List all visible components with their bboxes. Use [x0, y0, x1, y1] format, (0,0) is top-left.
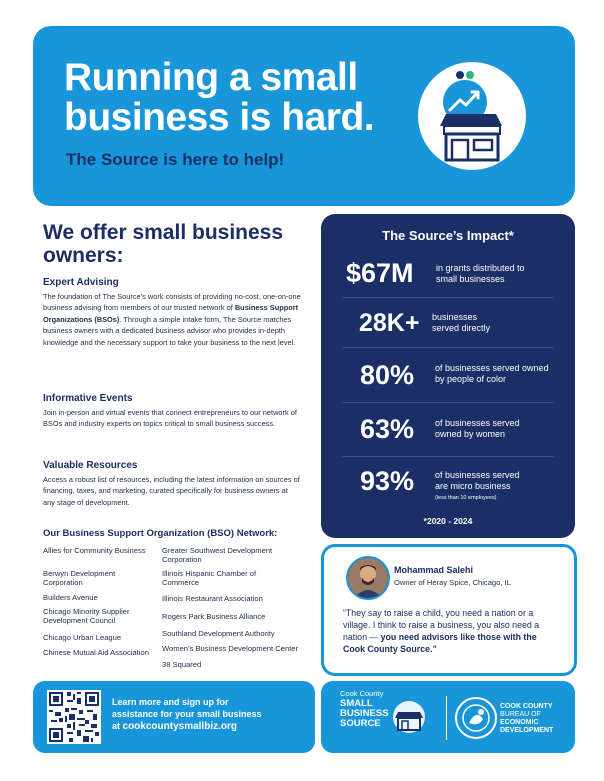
stat-value: 80% [360, 360, 415, 390]
hero-subtitle: The Source is here to help! [66, 150, 285, 169]
stat-value: $67M [346, 258, 414, 288]
section-heading-expert-advising: Expert Advising [43, 277, 119, 288]
stat-divider [343, 402, 553, 403]
bureau-line: BUREAU OF [500, 711, 541, 718]
footer-cta-text [112, 696, 312, 733]
stat-desc: of businesses served are micro business [435, 470, 520, 491]
quote-part: “They say to raise a child, you need a nation or a village. I think to raise a business, you also need a nation — [343, 608, 540, 642]
bureau-logo-text [500, 703, 570, 735]
cta-prefix: at [112, 721, 123, 731]
logo-source: SOURCE [340, 718, 381, 729]
stat-desc: of businesses served owned by people of color [435, 363, 549, 384]
section-heading-informative-events: Informative Events [43, 393, 133, 404]
logo-county: Cook County [340, 689, 384, 698]
quote-bold-part: you need advisors like those with the Cook County Source.” [343, 632, 537, 654]
cta-line: Learn more and sign up for [112, 697, 229, 707]
section-heading-valuable-resources: Valuable Resources [43, 460, 138, 471]
impact-footnote: *2020 - 2024 [423, 516, 473, 526]
bso-item: Rogers Park Business Alliance [162, 612, 266, 621]
stat-value: 28K+ [359, 309, 420, 337]
bureau-line: COOK COUNTY [500, 703, 553, 710]
logo-small: SMALL [340, 698, 373, 709]
hero-title: Running a small business is hard. [64, 56, 375, 139]
section-text-valuable-resources: Access a robust list of resources, including the latest information on sources of financing, taxes, and marketing, curated specifically for business owners at any stage of development. [43, 475, 300, 507]
bso-item: Greater Southwest Development Corporation [162, 546, 273, 564]
stat-note: (less than 10 employees) [435, 495, 497, 501]
bso-item: Chicago Urban League [43, 633, 122, 642]
bureau-seal-icon [455, 697, 497, 739]
text-part: . Through a simple intake form, The Source matches business owners with a dedicated business advisor who provides in-depth knowledge and the necessary support to take your business to the next level. [43, 314, 296, 347]
bso-item: Illinois Hispanic Chamber of Commerce [162, 569, 257, 587]
cta-line: assistance for your small business [112, 709, 262, 719]
bso-item: Illinois Restaurant Association [162, 594, 263, 603]
section-text-informative-events: Join in-person and virtual events that connect entrepreneurs to our network of BSOs and industry experts on topics critical to small business success. [43, 408, 297, 429]
logo-divider [446, 696, 447, 740]
stat-value: 93% [360, 466, 415, 496]
bso-item: Southland Development Authority [162, 629, 275, 638]
avatar-photo [346, 556, 390, 600]
bso-item: Chinese Mutual Aid Association [43, 648, 149, 657]
logo-storefront-icon [392, 700, 426, 739]
bso-item: Chicago Minority Supplier Development Council [43, 607, 130, 625]
testimonial-role: Owner of Heray Spice, Chicago, IL [394, 578, 511, 587]
stat-divider [343, 347, 553, 348]
bso-item: Women’s Business Development Center [162, 644, 299, 653]
stat-desc: businesses served directly [432, 312, 491, 333]
bureau-line: ECONOMIC [500, 719, 539, 726]
offer-title: We offer small business owners: [43, 221, 284, 267]
text-bold-part: Business Support Organizations (BSOs) [43, 303, 299, 324]
stat-value: 63% [360, 414, 415, 444]
bso-item: Allies for Community Business [43, 546, 146, 555]
cta-line [112, 720, 312, 733]
bureau-line: DEVELOPMENT [500, 727, 554, 734]
impact-title: The Source’s Impact* [382, 228, 514, 243]
cta-url-link[interactable]: cookcountysmallbiz.org [122, 721, 237, 732]
storefront-growth-icon [418, 62, 526, 170]
testimonial-name: Mohammad Salehi [394, 565, 474, 575]
bso-item: 38 Squared [162, 660, 202, 669]
qr-code-icon[interactable] [47, 690, 101, 744]
bso-network-title: Our Business Support Organization (BSO) Network: [43, 528, 278, 539]
stat-divider [343, 456, 553, 457]
testimonial-quote [343, 607, 559, 655]
text-part: The foundation of The Source’s work consists of providing no-cost, one-on-one business advising from members of our trusted network of [43, 292, 301, 313]
bso-item: Builders Avenue [43, 593, 98, 602]
section-text-expert-advising [43, 291, 301, 348]
logo-business: BUSINESS [340, 708, 389, 719]
stat-desc: of businesses served owned by women [435, 418, 520, 439]
bso-item: Berwyn Development Corporation [43, 569, 116, 587]
stat-desc: in grants distributed to small businesses [436, 263, 525, 284]
stat-divider [343, 297, 553, 298]
small-business-source-logo [340, 689, 389, 729]
